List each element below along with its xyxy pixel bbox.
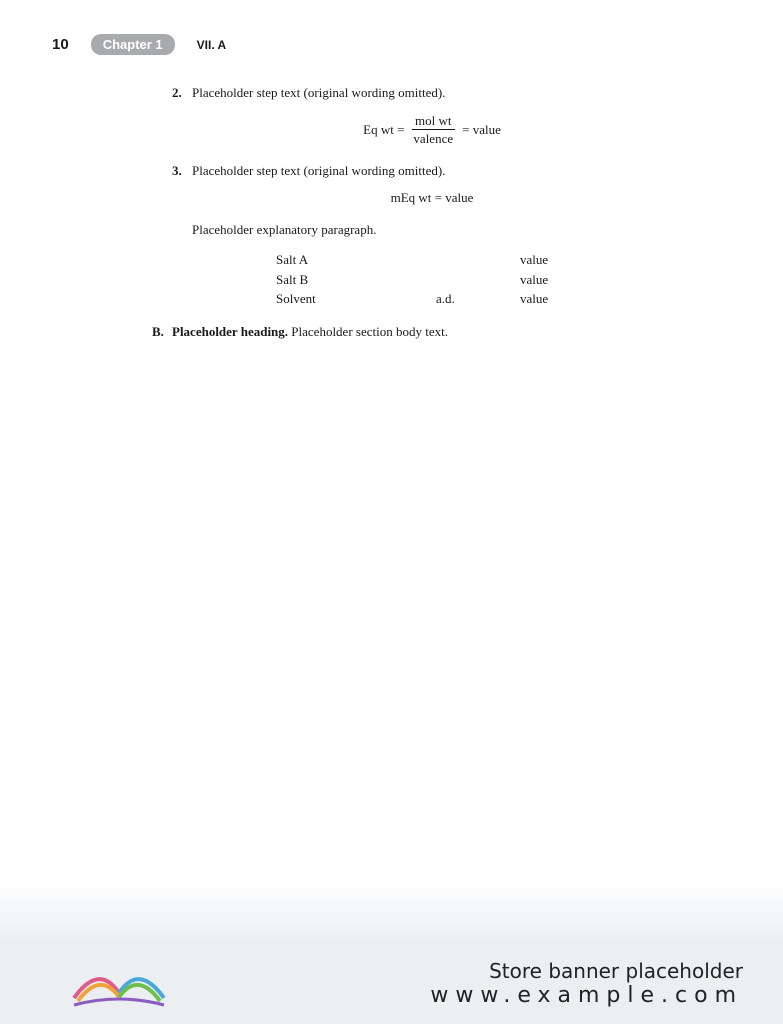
salt-name: Salt B xyxy=(276,271,309,287)
step-number: 2. xyxy=(172,85,182,100)
page-number: 10 xyxy=(52,36,69,53)
footer-line-2: www.example.com xyxy=(430,982,743,1008)
salt-note xyxy=(436,250,520,270)
page-fade xyxy=(0,880,783,942)
subsection-text: Placeholder section body text. xyxy=(291,323,448,339)
subsection-heading: Placeholder heading. xyxy=(172,323,289,339)
subsection xyxy=(152,323,692,341)
equation xyxy=(172,112,692,148)
footer-text xyxy=(430,959,743,1008)
salt-name: Salt A xyxy=(276,252,309,268)
salt-name: Solvent xyxy=(276,291,316,307)
salt-amount: value xyxy=(520,291,549,307)
equation-text: mEq wt = value xyxy=(390,190,474,206)
table-row xyxy=(276,289,600,309)
salt-note: a.d. xyxy=(436,291,455,307)
table-row xyxy=(276,250,600,270)
step-text: Placeholder step text (original wording omitted). xyxy=(192,85,446,100)
open-book-logo-icon xyxy=(64,953,174,1013)
fraction xyxy=(410,112,456,148)
subsection-letter: B. xyxy=(152,323,164,339)
fraction-numerator: mol wt xyxy=(412,112,454,131)
fraction-denominator: valence xyxy=(413,131,454,147)
salt-amount: value xyxy=(520,271,549,287)
step-item xyxy=(172,84,692,102)
section-id: VII. A xyxy=(196,37,227,52)
page-content xyxy=(152,84,692,340)
paragraph: Placeholder explanatory paragraph. xyxy=(192,221,377,237)
chapter-tab: Chapter 1 xyxy=(91,34,175,55)
salt-table xyxy=(276,250,600,309)
equation xyxy=(172,189,692,207)
step-text: Placeholder step text (original wording omitted). xyxy=(192,162,446,178)
footer-line-1: Store banner placeholder xyxy=(489,958,743,983)
footer-banner xyxy=(0,942,783,1024)
equation-rhs: = value xyxy=(462,121,501,137)
table-row xyxy=(276,270,600,290)
step-item xyxy=(172,162,692,180)
equation-lhs: Eq wt = xyxy=(363,121,405,137)
salt-note xyxy=(436,270,520,290)
salt-amount: value xyxy=(520,252,549,268)
step-number: 3. xyxy=(172,162,182,178)
page-header xyxy=(52,34,226,55)
